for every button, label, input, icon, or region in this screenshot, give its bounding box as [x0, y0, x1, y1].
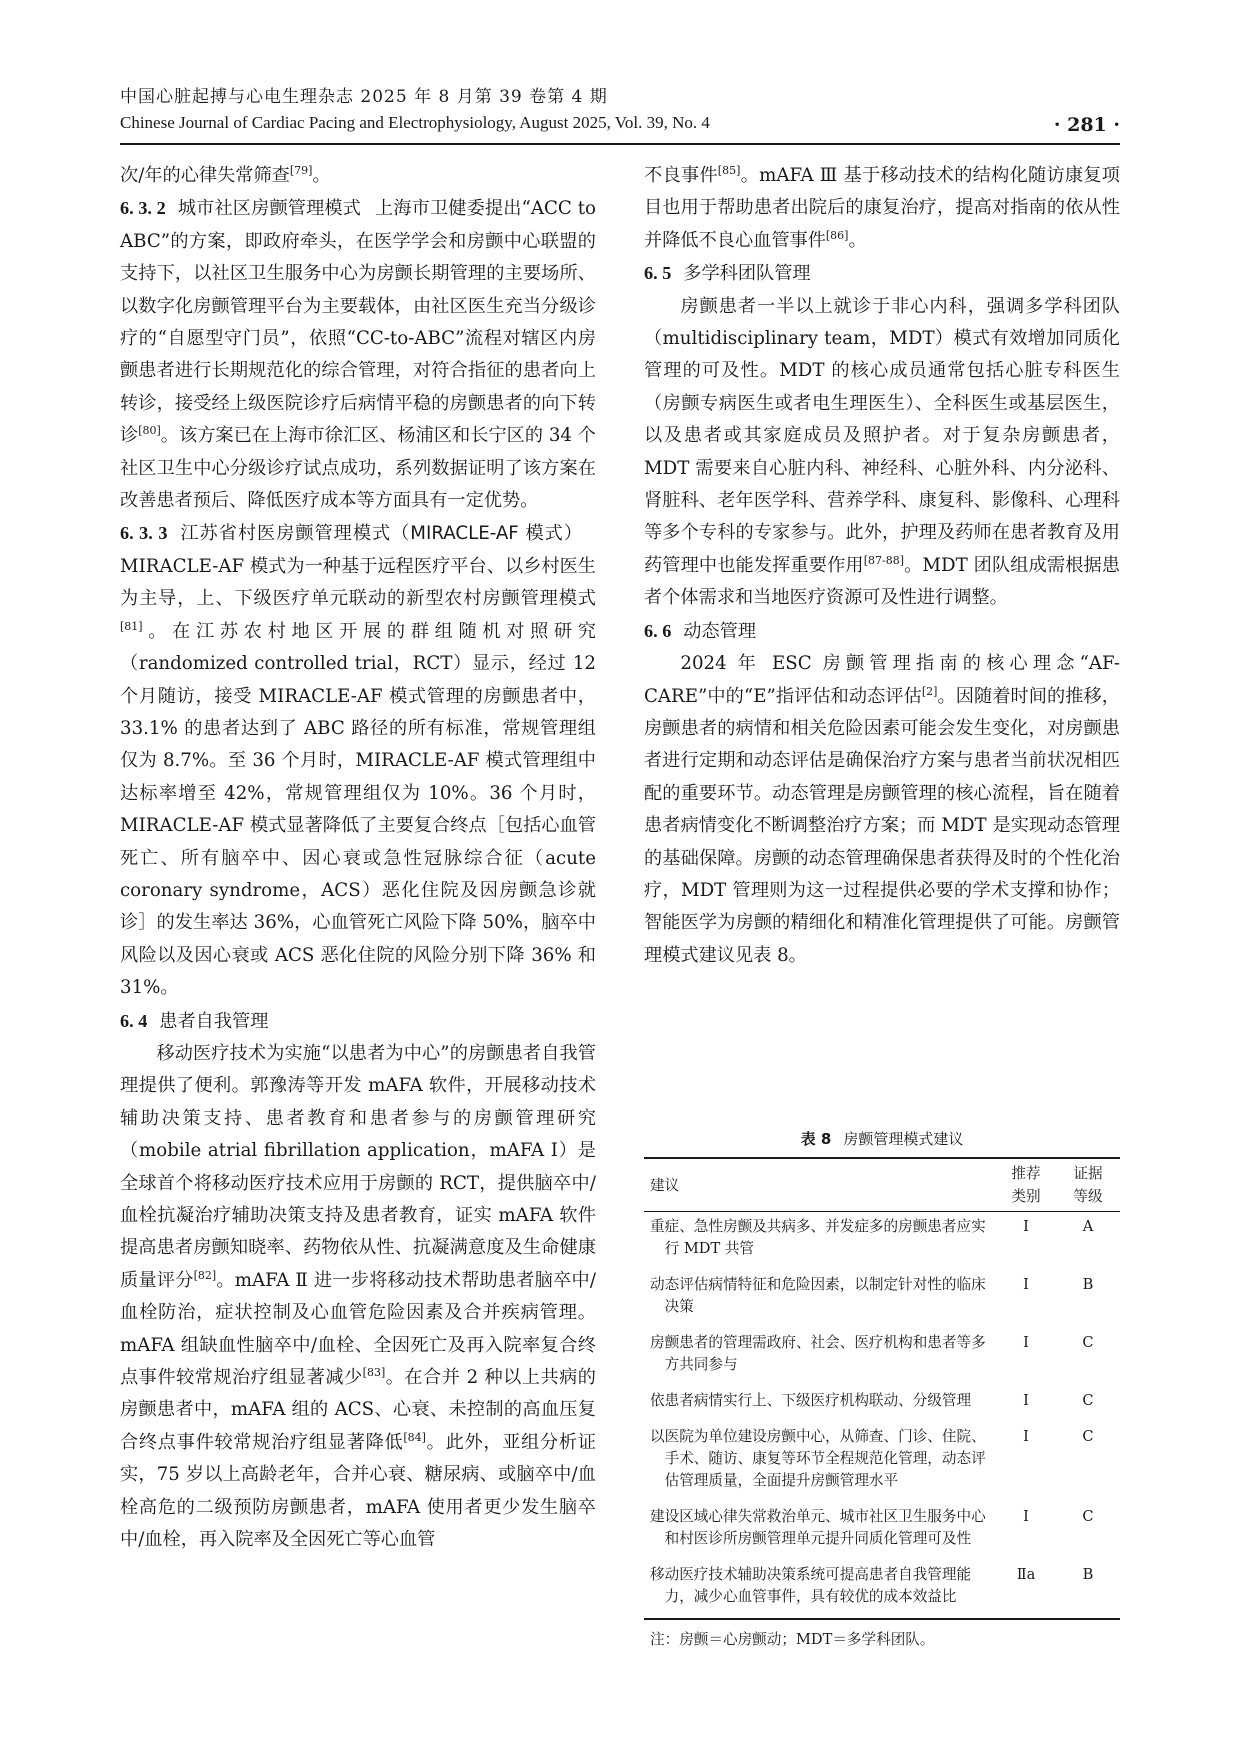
citation[interactable]: [85]	[717, 164, 741, 177]
citation[interactable]: [82]	[193, 1268, 217, 1282]
section-title: 城市社区房颤管理模式	[177, 198, 362, 220]
table-row	[644, 1386, 1120, 1422]
table-note: 注：房颤＝心房颤动；MDT＝多学科团队。	[650, 1631, 935, 1648]
citation[interactable]: [84]	[403, 1430, 426, 1444]
cell-level: B	[1082, 1566, 1094, 1583]
table-caption	[644, 1128, 1120, 1149]
cell-level: A	[1082, 1218, 1094, 1235]
section-6-6-body: 2024 年 ESC 房颤管理指南的核心理念“AF-CARE”中的“E”指评估和动态评估[2]。因随着时间的推移，房颤患者的病情和相关危险因素可能会发生变化，对房颤患者进行定期和动态评估是确保治疗方案与患者当前状况相匹配的重要环节。动态管理是房颤管理的核心流程，旨在随着患者病情变化不断调整治疗方案；而 MDT 是实现动态管理的基础保障。房颤的动态管理确保患者获得及时的个性化治疗，MDT 管理则为这一过程提供必要的学术支撑和协作；智能医学为房颤的精细化和精准化管理提供了可能。房颤管理模式建议见表 8。	[644, 653, 1120, 966]
table-row	[644, 1212, 1120, 1271]
section-6-6-heading	[644, 615, 1120, 648]
header-recommendation: 建议	[650, 1176, 680, 1194]
cell-class: Ⅰ	[1023, 1508, 1029, 1525]
cell-level: C	[1082, 1508, 1094, 1525]
table-8	[644, 1128, 1120, 1649]
section-text: MIRACLE-AF 模式为一种基于远程医疗平台、以乡村医生为主导，上、下级医疗单元联动的新型农村房颤管理模式	[120, 555, 596, 610]
cell-class: Ⅰ	[1023, 1428, 1029, 1445]
table-row	[644, 1560, 1120, 1619]
section-6-5-heading	[644, 257, 1120, 290]
cell-recommendation: 动态评估病情特征和危险因素，以制定针对性的临床决策	[650, 1276, 986, 1315]
citation[interactable]: [86]	[825, 228, 849, 242]
page-number: · 281 ·	[1053, 114, 1120, 136]
cell-recommendation: 移动医疗技术辅助决策系统可提高患者自我管理能力，减少心血管事件，具有较优的成本效益比	[650, 1566, 972, 1605]
cell-class: Ⅰ	[1023, 1392, 1029, 1409]
section-6-3-3	[120, 517, 596, 1004]
section-6-4-heading	[120, 1005, 596, 1038]
journal-title-en: Chinese Journal of Cardiac Pacing and Electrophysiology, August 2025, Vol. 39, No. 4	[120, 113, 710, 132]
section-title: 动态管理	[683, 620, 757, 642]
section-number: 6. 3. 3	[120, 523, 168, 544]
citation[interactable]: [87-88]	[863, 553, 904, 567]
cell-recommendation: 建设区域心律失常救治单元、城市社区卫生服务中心和村医诊所房颤管理单元提升同质化管理可及性	[650, 1508, 986, 1547]
paragraph: 次/年的心律失常筛查[79]。	[120, 164, 331, 186]
section-6-4-body: 移动医疗技术为实施“以患者为中心”的房颤患者自我管理提供了便利。郭豫涛等开发 mAFA 软件，开展移动技术辅助决策支持、患者教育和患者参与的房颤管理研究（mobile atrial fibrillation application，mAFA Ⅰ）是全球首个将移动医疗技术应用于房颤的 RCT，提供脑卒中/血栓抗凝治疗辅助决策支持及患者教育，证实 mAFA 软件提高患者房颤知晓率、药物依从性、抗凝满意度及生命健康质量评分[82]。mAFA Ⅱ 进一步将移动技术帮助患者脑卒中/血栓防治，症状控制及心血管危险因素及合并疾病管理。mAFA 组缺血性脑卒中/血栓、全因死亡及再入院率复合终点事件较常规治疗组显著减少[83]。在合并 2 种以上共病的房颤患者中，mAFA 组的 ACS、心衰、未控制的高血压复合终点事件较常规治疗组显著降低[84]。此外，亚组分析证实，75 岁以上高龄老年，合并心衰、糖尿病、或脑卒中/血栓高危的二级预防房颤患者，mAFA 使用者更少发生脑卒中/血栓，再入院率及全因死亡等心血管	[120, 1042, 596, 1551]
right-column	[644, 160, 1120, 972]
cell-class: Ⅱa	[1016, 1566, 1036, 1583]
section-text: 。在江苏农村地区开展的群组随机对照研究（randomized controlled trial，RCT）显示，经过 12 个月随访，接受 MIRACLE-AF 模式管理的房颤患者中，33.1% 的患者达到了 ABC 路径的所有标准，常规管理组仅为 8.7%。至 36 个月时，MIRACLE-AF 模式管理组中达标率增至 42%，常规管理组仅为 10%。36 个月时，MIRACLE-AF 模式显著降低了主要复合终点［包括心血管死亡、所有脑卒中、因心衰或急性冠脉综合征（acute coronary syndrome，ACS）恶化住院及因房颤急诊就诊］的发生率达 36%，心血管死亡风险下降 50%，脑卒中风险以及因心衰或 ACS 恶化住院的风险分别下降 36% 和 31%。	[120, 620, 596, 999]
section-number: 6. 4	[120, 1010, 148, 1031]
table-row	[644, 1270, 1120, 1328]
cell-recommendation: 房颤患者的管理需政府、社会、医疗机构和患者等多方共同参与	[650, 1334, 986, 1373]
citation[interactable]: [83]	[362, 1366, 386, 1380]
header-rule	[120, 143, 1120, 145]
table-number: 表 8	[800, 1130, 832, 1148]
section-6-3-2	[120, 192, 596, 517]
cell-class: Ⅰ	[1023, 1218, 1029, 1235]
cell-recommendation: 依患者病情实行上、下级医疗机构联动、分级管理	[650, 1392, 972, 1409]
cell-class: Ⅰ	[1023, 1334, 1029, 1351]
section-text: 上海市卫健委提出“ACC to ABC”的方案，即政府牵头，在医学学会和房颤中心联盟的支持下，以社区卫生服务中心为房颤长期管理的主要场所、以数字化房颤管理平台为主要载体，由社区医生充当分级诊疗的“自愿型守门员”，依照“CC-to-ABC”流程对辖区内房颤患者进行长期规范化的综合管理，对符合指征的患者向上转诊，接受经上级医院诊疗后病情平稳的房颤患者的向下转诊	[120, 198, 596, 447]
cell-level: C	[1082, 1392, 1094, 1409]
cell-class: Ⅰ	[1023, 1276, 1029, 1293]
citation[interactable]: [79]	[289, 164, 313, 177]
cell-recommendation: 重症、急性房颤及共病多、并发症多的房颤患者应实行 MDT 共管	[650, 1218, 986, 1257]
running-header	[120, 82, 1120, 136]
table-header-row	[644, 1158, 1120, 1212]
table-row	[644, 1502, 1120, 1560]
cell-level: C	[1082, 1334, 1094, 1351]
section-title: 多学科团队管理	[683, 263, 811, 285]
header-level: 证据等级	[1073, 1165, 1103, 1205]
section-number: 6. 3. 2	[120, 198, 166, 219]
journal-title-cn: 中国心脏起搏与心电生理杂志 2025 年 8 月第 39 卷第 4 期	[120, 87, 608, 107]
citation[interactable]: [2]	[921, 684, 938, 698]
recommendation-table	[644, 1157, 1120, 1620]
cell-level: B	[1082, 1276, 1094, 1293]
table-title: 房颤管理模式建议	[843, 1130, 964, 1148]
section-text: 。该方案已在上海市徐汇区、杨浦区和长宁区的 34 个社区卫生中心分级诊疗试点成功，系列数据证明了该方案在改善患者预后、降低医疗成本等方面具有一定优势。	[120, 425, 596, 512]
cell-level: C	[1082, 1428, 1094, 1445]
table-row	[644, 1422, 1120, 1502]
citation[interactable]: [81]	[120, 619, 143, 633]
header-class: 推荐类别	[1011, 1165, 1041, 1205]
section-title: 患者自我管理	[159, 1010, 269, 1032]
section-title: 江苏省村医房颤管理模式（MIRACLE-AF 模式）	[179, 523, 583, 545]
cell-recommendation: 以医院为单位建设房颤中心，从筛查、门诊、住院、手术、随访、康复等环节全程规范化管理，动态评估管理质量，全面提升房颤管理水平	[650, 1428, 986, 1489]
left-column	[120, 160, 596, 1556]
citation[interactable]: [80]	[138, 424, 161, 438]
paragraph-continued: 不良事件[85]。mAFA Ⅲ 基于移动技术的结构化随访康复项目也用于帮助患者出院后的康复治疗，提高对指南的依从性并降低不良心血管事件[86]。	[644, 164, 1120, 251]
section-number: 6. 5	[644, 263, 672, 284]
section-number: 6. 6	[644, 620, 672, 641]
table-row	[644, 1328, 1120, 1386]
section-6-5-body: 房颤患者一半以上就诊于非心内科，强调多学科团队（multidisciplinary team，MDT）模式有效增加同质化管理的可及性。MDT 的核心成员通常包括心脏专科医生（房颤专病医生或者电生理医生）、全科医生或基层医生，以及患者或其家庭成员及照护者。对于复杂房颤患者，MDT 需要来自心脏内科、神经科、心脏外科、内分泌科、肾脏科、老年医学科、营养学科、康复科、影像科、心理科等多个专科的专家参与。此外，护理及药师在患者教育及用药管理中也能发挥重要作用[87-88]。MDT 团队组成需根据患者个体需求和当地医疗资源可及性进行调整。	[644, 295, 1120, 609]
